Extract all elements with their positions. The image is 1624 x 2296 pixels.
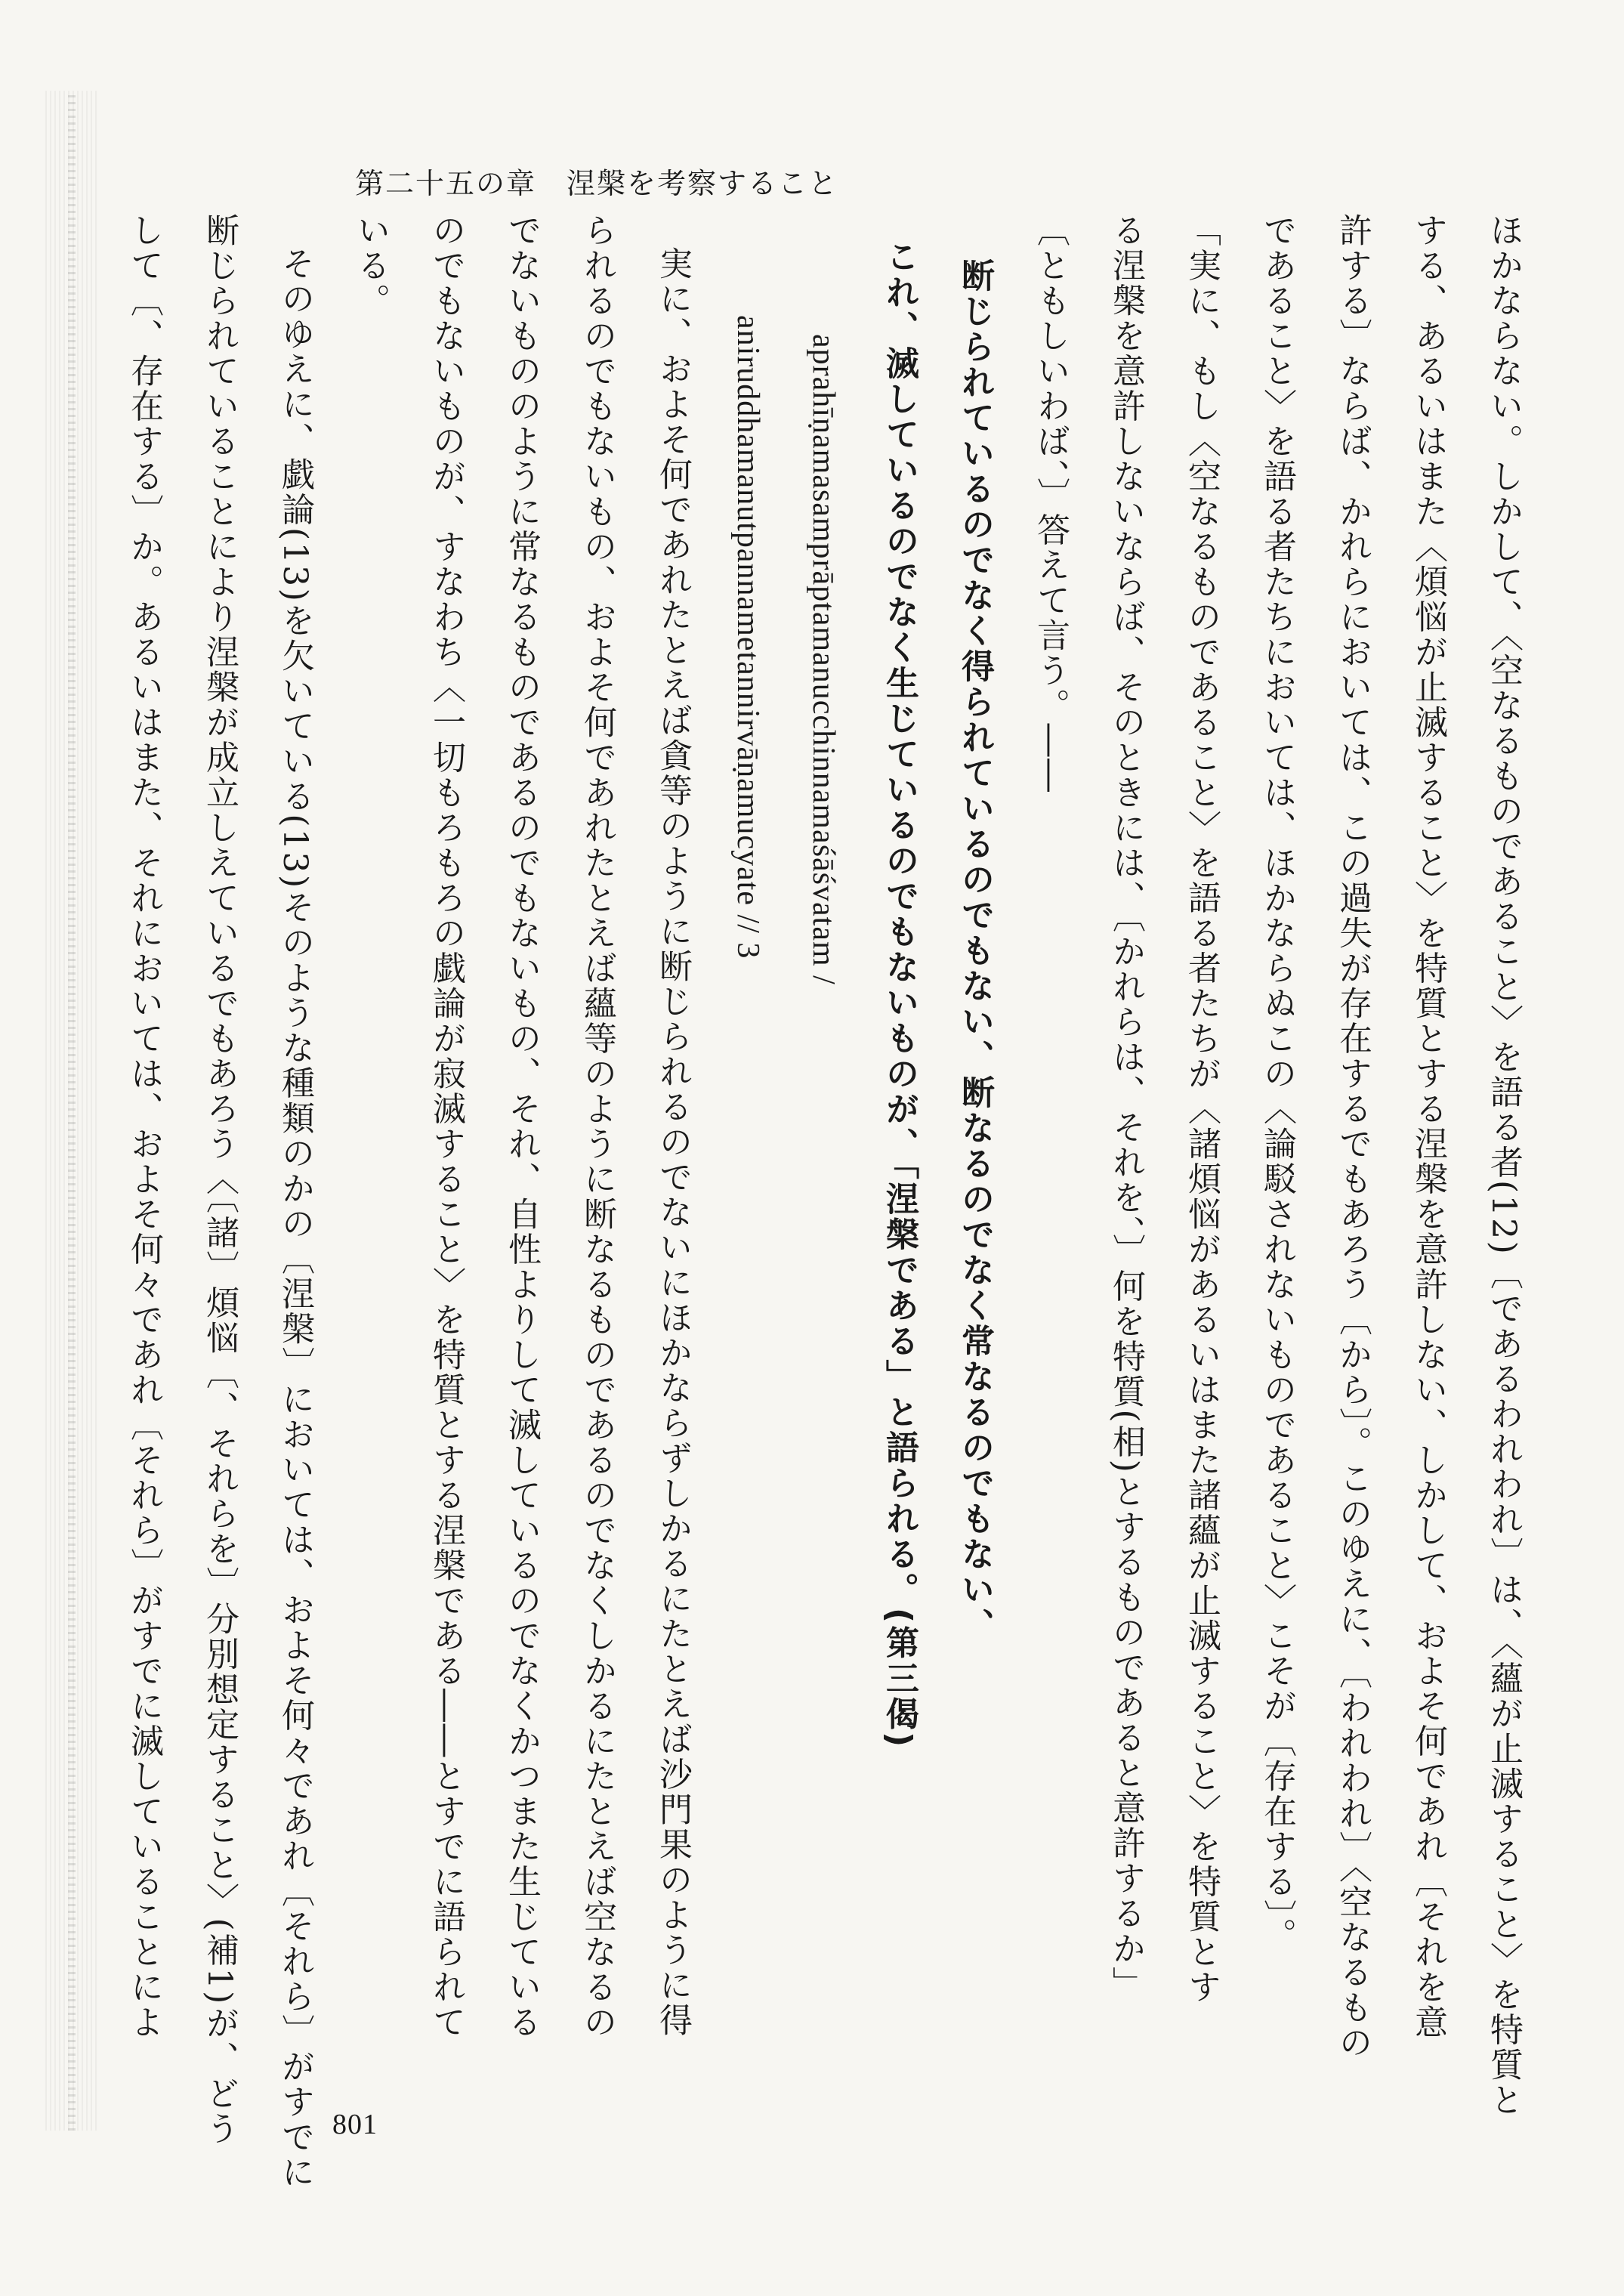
- text-line: 断じられていることにより涅槃が成立しえているでもあろう〈〔諸〕煩悩〔、それらを〕分別想定すること〉(補1)が、どう: [200, 213, 239, 2146]
- page-number: 801: [332, 2109, 378, 2140]
- text-line: 実に、およそ何であれたとえば貪等のように断じられるのでないにほかならずしかるにたとえば沙門果のように得: [653, 246, 692, 2038]
- text-line: であること〉を語る者たちにおいては、ほかならぬこの〈論駁されないものであること〉こそが〔存在する〕。: [1258, 213, 1296, 1953]
- verse-line: 断じられているのでなく得られているのでもない、断なるのでなく常なるのでもない、: [956, 258, 994, 1643]
- sanskrit-line: aniruddhamanutpannametannirvāṇamucyate // 3: [730, 315, 765, 959]
- text-line: 許する〕ならば、かれらにおいては、この過失が存在するでもあろう〔から〕。このゆえに、〔われわれ〕〈空なるもの: [1333, 213, 1372, 2060]
- sanskrit-line: aprahīṇamasamprāptamanucchinnamaśāśvatam /: [806, 334, 841, 985]
- text-line: のでもないものが、すなわち〈一切もろもろの戯論が寂滅すること〉を特質とする涅槃である――とすでに語られて: [427, 213, 465, 2040]
- text-line: 〔ともしいわば、〕答えて言う。――: [1031, 213, 1070, 794]
- text-line: そのゆえに、戯論(13)を欠いている(13)そのような種類のかの〔涅槃〕においては、およそ何々であれ〔それら〕がすでに: [276, 246, 314, 2190]
- text-line: る涅槃を意許しないならば、そのときには、〔かれらは、それを、〕何を特質(相)とするものであると意許するか」: [1107, 213, 1145, 2001]
- text-line: ほかならない。しかして、〈空なるものであること〉を語る者(12)〔であるわれわれ〕は、〈蘊が止滅すること〉を特質と: [1484, 213, 1523, 2118]
- text-line: して〔、存在する〕か。あるいはまた、それにおいては、およそ何々であれ〔それら〕がすでに滅していることによ: [125, 213, 163, 2040]
- binding-shadow: [45, 91, 98, 2131]
- verse-line: これ、滅しているのでなく生じているのでもないものが、「涅槃である」と語られる。(第三偈): [880, 239, 919, 1750]
- text-line: いる。: [351, 213, 390, 319]
- text-line: する、あるいはまた〈煩悩が止滅すること〉を特質とする涅槃を意許しない、しかして、およそ何であれ〔それを意: [1409, 213, 1447, 2040]
- running-head: 第二十五の章 涅槃を考察すること: [355, 167, 839, 200]
- text-line: られるのでもないもの、およそ何であれたとえば蘊等のように断なるものであるのでなくしかるにたとえば空なるの: [578, 213, 616, 2040]
- text-line: 「実に、もし〈空なるものであること〉を語る者たちが〈諸煩悩があるいはまた諸蘊が止滅すること〉を特質とす: [1182, 213, 1221, 2005]
- text-line: でないもののように常なるものであるのでもないもの、それ、自性よりして滅しているのでなくかつまた生じている: [502, 213, 541, 2040]
